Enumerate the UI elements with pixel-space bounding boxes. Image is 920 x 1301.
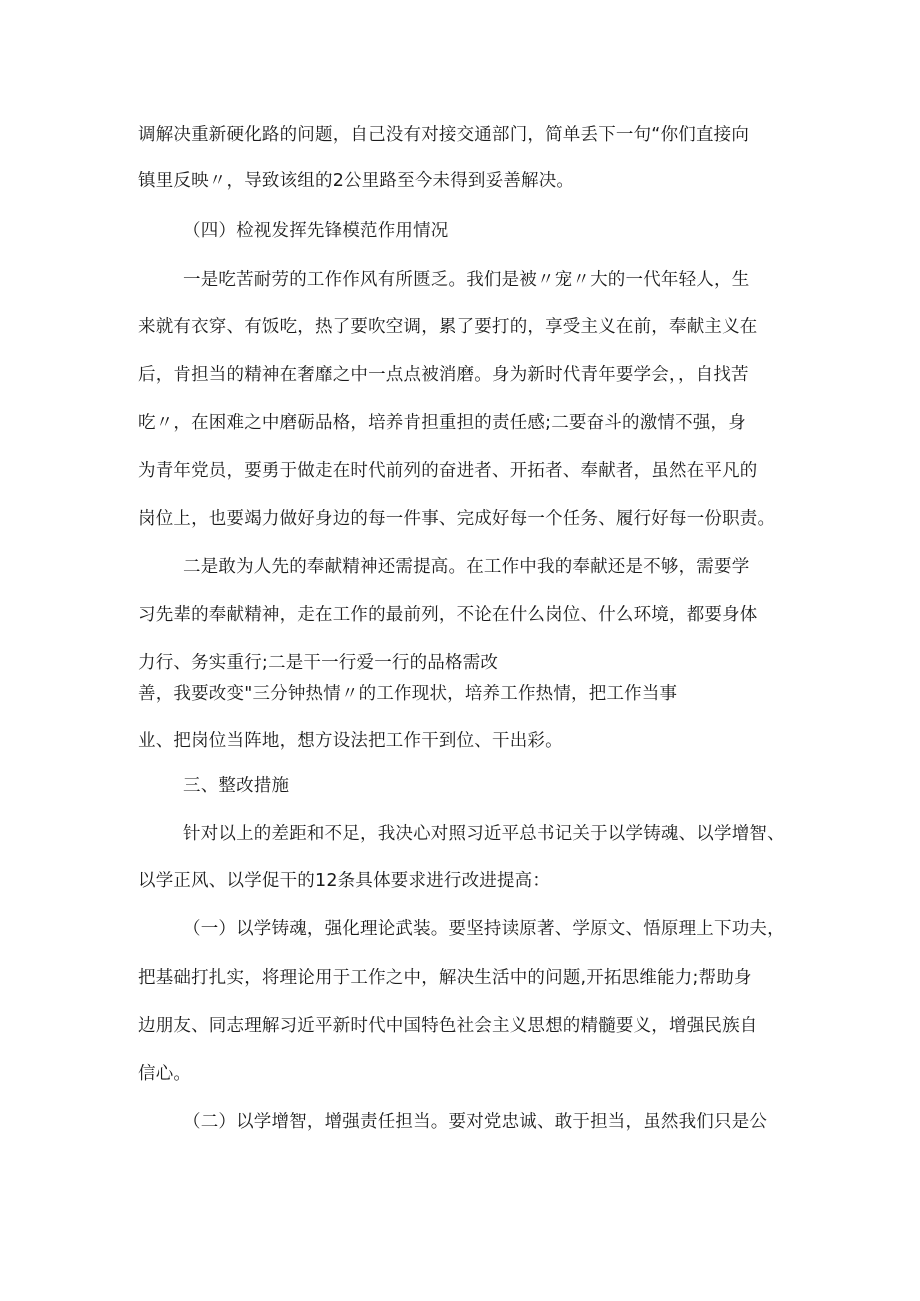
text-line: 来就有衣穿、有饭吃，热了要吹空调，累了要打的，享受主义在前，奉献主义在 <box>138 317 758 337</box>
text-line: 岗位上，也要竭力做好身边的每一件事、完成好每一个任务、履行好每一份职责。 <box>138 509 776 529</box>
text-line: （二）以学增智，增强责任担当。要对党忠诚、敢于担当，虽然我们只是公 <box>183 1112 768 1132</box>
section-heading: 三、整改措施 <box>183 776 290 796</box>
text-line: 一是吃苦耐劳的工作作风有所匮乏。我们是被〃宠〃大的一代年轻人，生 <box>183 270 750 290</box>
text-line: 调解决重新硬化路的问题，自己没有对接交通部门，简单丢下一句“你们直接向 <box>138 125 750 145</box>
text-line: 吃〃，在困难之中磨砺品格，培养肯担重担的责任感;二要奋斗的激情不强，身 <box>138 413 746 433</box>
text-line: 善，我要改变"三分钟热情〃的工作现状，培养工作热情，把工作当事 <box>138 684 678 704</box>
text-line: （一）以学铸魂，强化理论武装。要坚持读原著、学原文、悟原理上下功夫， <box>183 919 785 939</box>
text-line: 信心。 <box>138 1064 192 1084</box>
text-line: 针对以上的差距和不足，我决心对照习近平总书记关于以学铸魂、以学增智、 <box>183 824 785 844</box>
text-line: 以学正风、以学促干的12条具体要求进行改进提高： <box>138 871 551 891</box>
section-heading: （四）检视发挥先锋模范作用情况 <box>183 221 449 241</box>
text-line: 镇里反映〃，导致该组的2公里路至今未得到妥善解决。 <box>138 171 575 191</box>
text-line: 二是敢为人先的奉献精神还需提高。在工作中我的奉献还是不够，需要学 <box>183 557 750 577</box>
text-line: 边朋友、同志理解习近平新时代中国特色社会主义思想的精髓要义，增强民族自 <box>138 1016 758 1036</box>
text-line: 把基础打扎实，将理论用于工作之中，解决生活中的问题,开拓思维能力;帮助身 <box>138 968 752 988</box>
text-line: 习先辈的奉献精神，走在工作的最前列，不论在什么岗位、什么环境，都要身体 <box>138 605 758 625</box>
text-line: 后，肯担当的精神在奢靡之中一点点被消磨。身为新时代青年要学会，，自找苦 <box>138 365 749 385</box>
text-line: 为青年党员，要勇于做走在时代前列的奋进者、开拓者、奉献者，虽然在平凡的 <box>138 461 758 481</box>
text-line: 力行、务实重行;二是干一行爱一行的品格需改 <box>138 653 499 673</box>
text-line: 业、把岗位当阵地，想方设法把工作干到位、干出彩。 <box>138 731 563 751</box>
